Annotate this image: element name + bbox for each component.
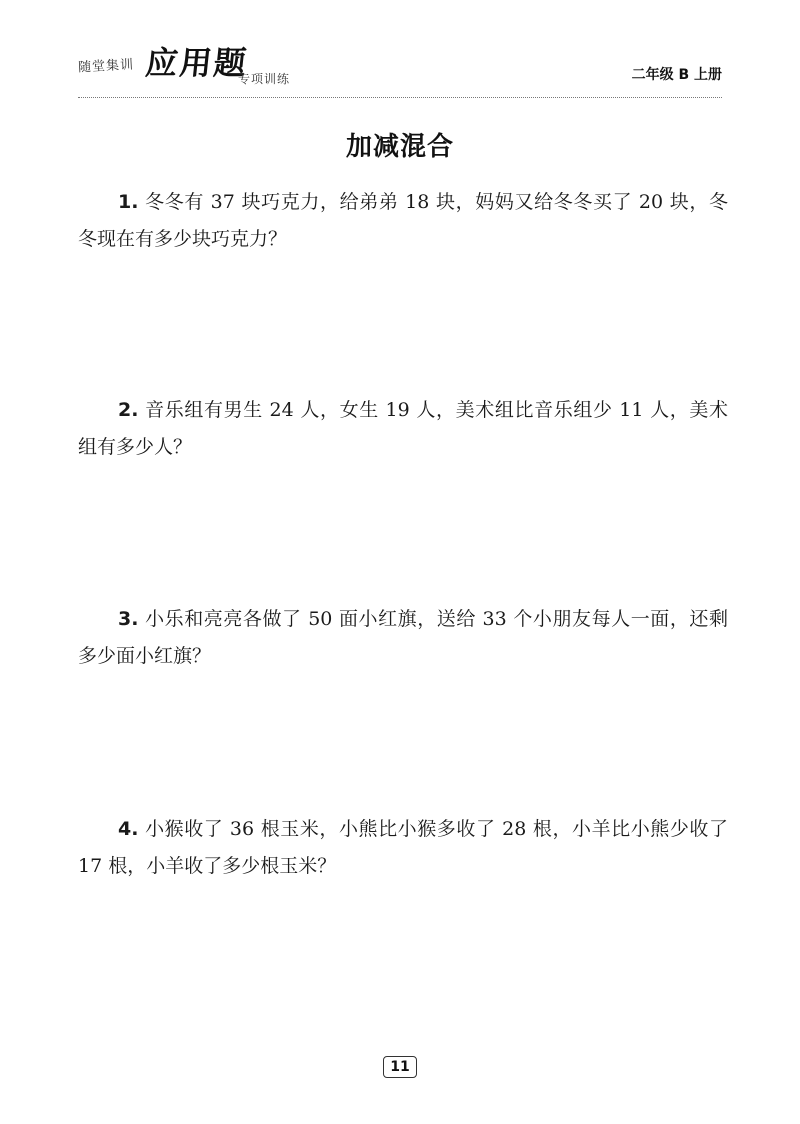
header-divider (78, 97, 722, 98)
problem-text: 小猴收了 36 根玉米，小熊比小猴多收了 28 根，小羊比小熊少收了 17 根，小羊收了多少根玉米？ (78, 818, 728, 877)
problem-4 (78, 811, 728, 885)
problem-text: 小乐和亮亮各做了 50 面小红旗，送给 33 个小朋友每人一面，还剩多少面小红旗？ (78, 608, 728, 667)
problem-number: 4. (118, 818, 139, 840)
page-header (78, 36, 722, 96)
problem-number: 2. (118, 399, 139, 421)
problem-text: 音乐组有男生 24 人，女生 19 人，美术组比音乐组少 11 人，美术组有多少人？ (78, 399, 728, 458)
problem-2 (78, 392, 728, 466)
page-number: 11 (383, 1056, 417, 1078)
brand-small-text: 随堂集训 (77, 57, 135, 76)
problem-number: 1. (118, 191, 139, 213)
problem-1 (78, 184, 728, 258)
problem-number: 3. (118, 608, 139, 630)
problem-text: 冬冬有 37 块巧克力，给弟弟 18 块，妈妈又给冬冬买了 20 块，冬冬现在有多少块巧克力？ (78, 191, 728, 250)
page-title: 加减混合 (345, 132, 454, 162)
brand-subtitle: 专项训练 (238, 72, 291, 86)
grade-label: 二年级 B 上册 (631, 67, 722, 83)
problem-3 (78, 601, 728, 675)
brand-logo-title: 应用题 (143, 44, 250, 82)
